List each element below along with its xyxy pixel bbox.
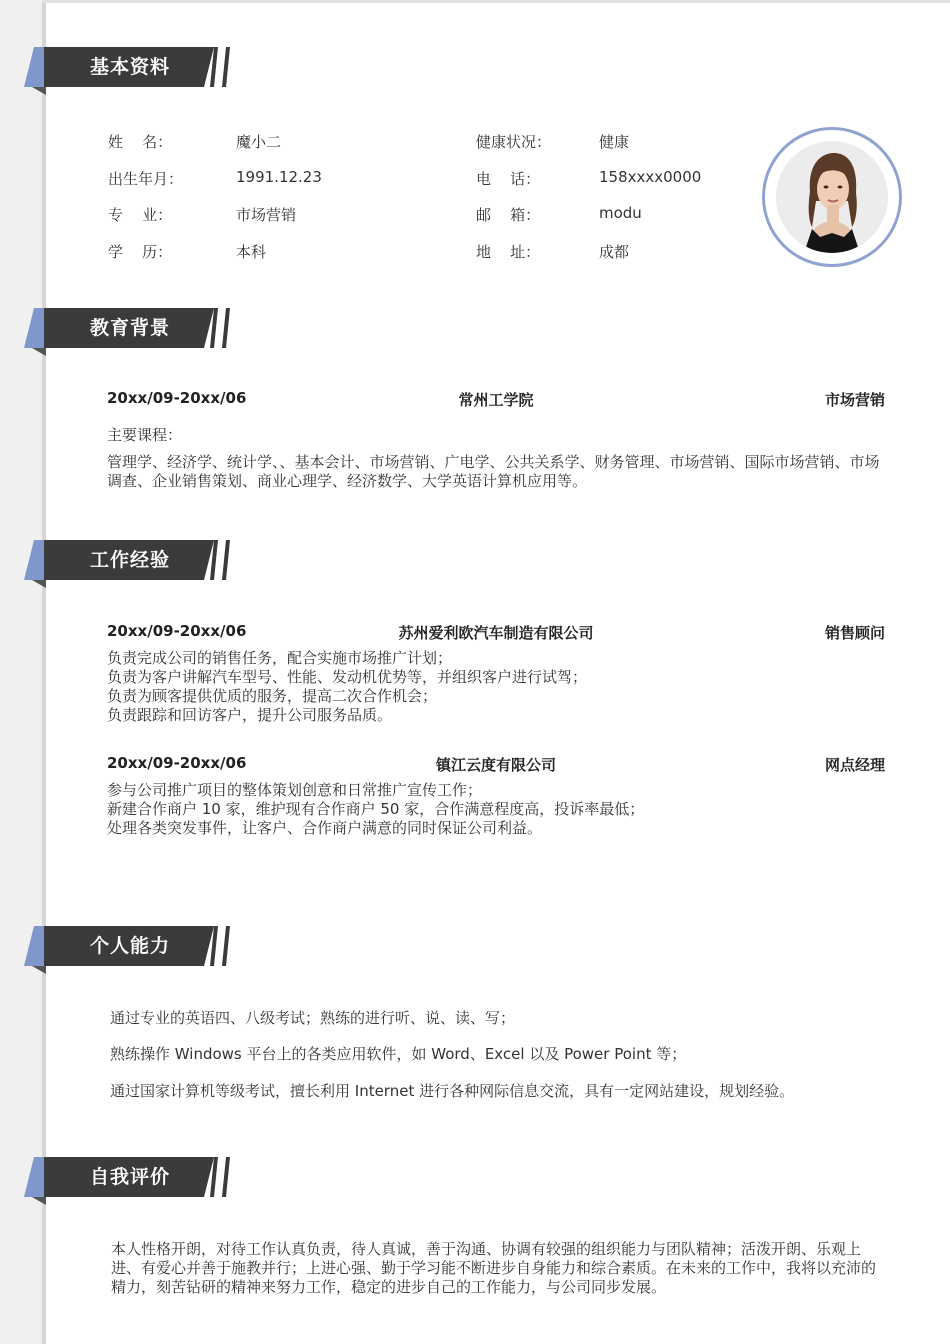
avatar-frame [762,127,902,267]
degree-label: 学 历： [108,243,173,261]
major-value: 市场营销 [236,206,297,224]
section-accent [24,926,46,966]
section-title: 个人能力 [90,935,171,957]
education-school: 常州工学院 [458,391,534,409]
left-border-line [42,0,46,1344]
address-label: 地 址： [476,243,541,261]
work-company: 镇江云度有限公司 [435,756,556,774]
education-row [107,389,885,411]
health-label: 健康状况： [476,133,552,151]
section-header-basic [24,47,224,97]
section-accent [24,1157,46,1197]
section-header-ability [24,926,224,976]
major-label: 专 业： [108,206,173,224]
section-header-education [24,308,224,358]
section-fold [32,966,46,974]
birth-value: 1991.12.23 [236,168,322,186]
section-stripe [222,926,230,966]
section-header-work [24,540,224,590]
phone-value: 158xxxx0000 [599,168,702,186]
work-period: 20xx/09-20xx/06 [107,622,247,640]
work-row-1 [107,622,885,644]
section-title: 基本资料 [90,56,171,78]
work-row-2 [107,754,885,776]
ability-line: 熟练操作 Windows 平台上的各类应用软件，如 Word、Excel 以及 Power Point 等； [110,1045,687,1063]
duty-line: 参与公司推广项目的整体策划创意和日常推广宣传工作； [107,781,483,799]
section-stripe [222,308,230,348]
section-title: 教育背景 [90,317,171,339]
ability-line: 通过专业的英语四、八级考试；熟练的进行听、说、读、写； [110,1009,516,1027]
health-value: 健康 [599,133,630,151]
self-evaluation-text: 本人性格开朗，对待工作认真负责，待人真诚，善于沟通、协调有较强的组织能力与团队精神；活泼开朗、乐观上进、有爱心并善于施教并行；上进心强、勤于学习能不断进步自身能力和综合素质。在未来的工作中，我将以充沛的精力，刻苦钻研的精神来努力工作，稳定的进步自己的工作能力，与公司同步发展。 [111,1240,877,1296]
section-accent [24,540,46,580]
section-stripe [222,540,230,580]
duty-line: 负责为客户讲解汽车型号、性能、发动机优势等，并组织客户进行试驾； [107,668,588,686]
ability-line: 通过国家计算机等级考试，擅长利用 Internet 进行各种网际信息交流，具有一定网站建设，规划经验。 [110,1082,795,1100]
left-margin-shade [0,0,42,1344]
section-header-self [24,1157,224,1207]
section-stripe [222,1157,230,1197]
work-company: 苏州爱利欧汽车制造有限公司 [398,624,594,642]
duty-line: 负责完成公司的销售任务，配合实施市场推广计划； [107,649,453,667]
section-accent [24,47,46,87]
name-label: 姓 名： [108,133,173,151]
section-fold [32,580,46,588]
duty-line: 负责为顾客提供优质的服务，提高二次合作机会； [107,687,438,705]
section-fold [32,1197,46,1205]
portrait-image [776,141,888,253]
work-position: 销售顾问 [824,624,885,642]
section-fold [32,348,46,356]
email-value: modu [599,204,642,222]
courses-label: 主要课程： [107,426,183,444]
work-period: 20xx/09-20xx/06 [107,754,247,772]
courses-text: 管理学、经济学、统计学、、基本会计、市场营销、广电学、公共关系学、财务管理、市场营销、国际市场营销、市场调查、企业销售策划、商业心理学、经济数学、大学英语计算机应用等。 [107,453,880,490]
address-value: 成都 [599,243,630,261]
name-value: 魔小二 [236,133,282,151]
degree-value: 本科 [236,243,267,261]
education-period: 20xx/09-20xx/06 [107,389,247,407]
duty-line: 负责跟踪和回访客户，提升公司服务品质。 [107,706,393,724]
section-title: 自我评价 [90,1166,171,1188]
education-major: 市场营销 [824,391,885,409]
section-stripe [222,47,230,87]
duty-line: 处理各类突发事件，让客户、合作商户满意的同时保证公司利益。 [107,819,543,837]
section-title: 工作经验 [90,549,171,571]
section-accent [24,308,46,348]
work-position: 网点经理 [824,756,885,774]
phone-label: 电 话： [476,170,541,188]
section-fold [32,87,46,95]
work-2-duties [107,781,887,838]
email-label: 邮 箱： [476,206,541,224]
avatar [776,141,888,253]
duty-line: 新建合作商户 10 家，维护现有合作商户 50 家，合作满意程度高，投诉率最低； [107,800,645,818]
top-border-line [42,0,950,3]
work-1-duties [107,649,887,725]
birth-label: 出生年月： [108,170,184,188]
